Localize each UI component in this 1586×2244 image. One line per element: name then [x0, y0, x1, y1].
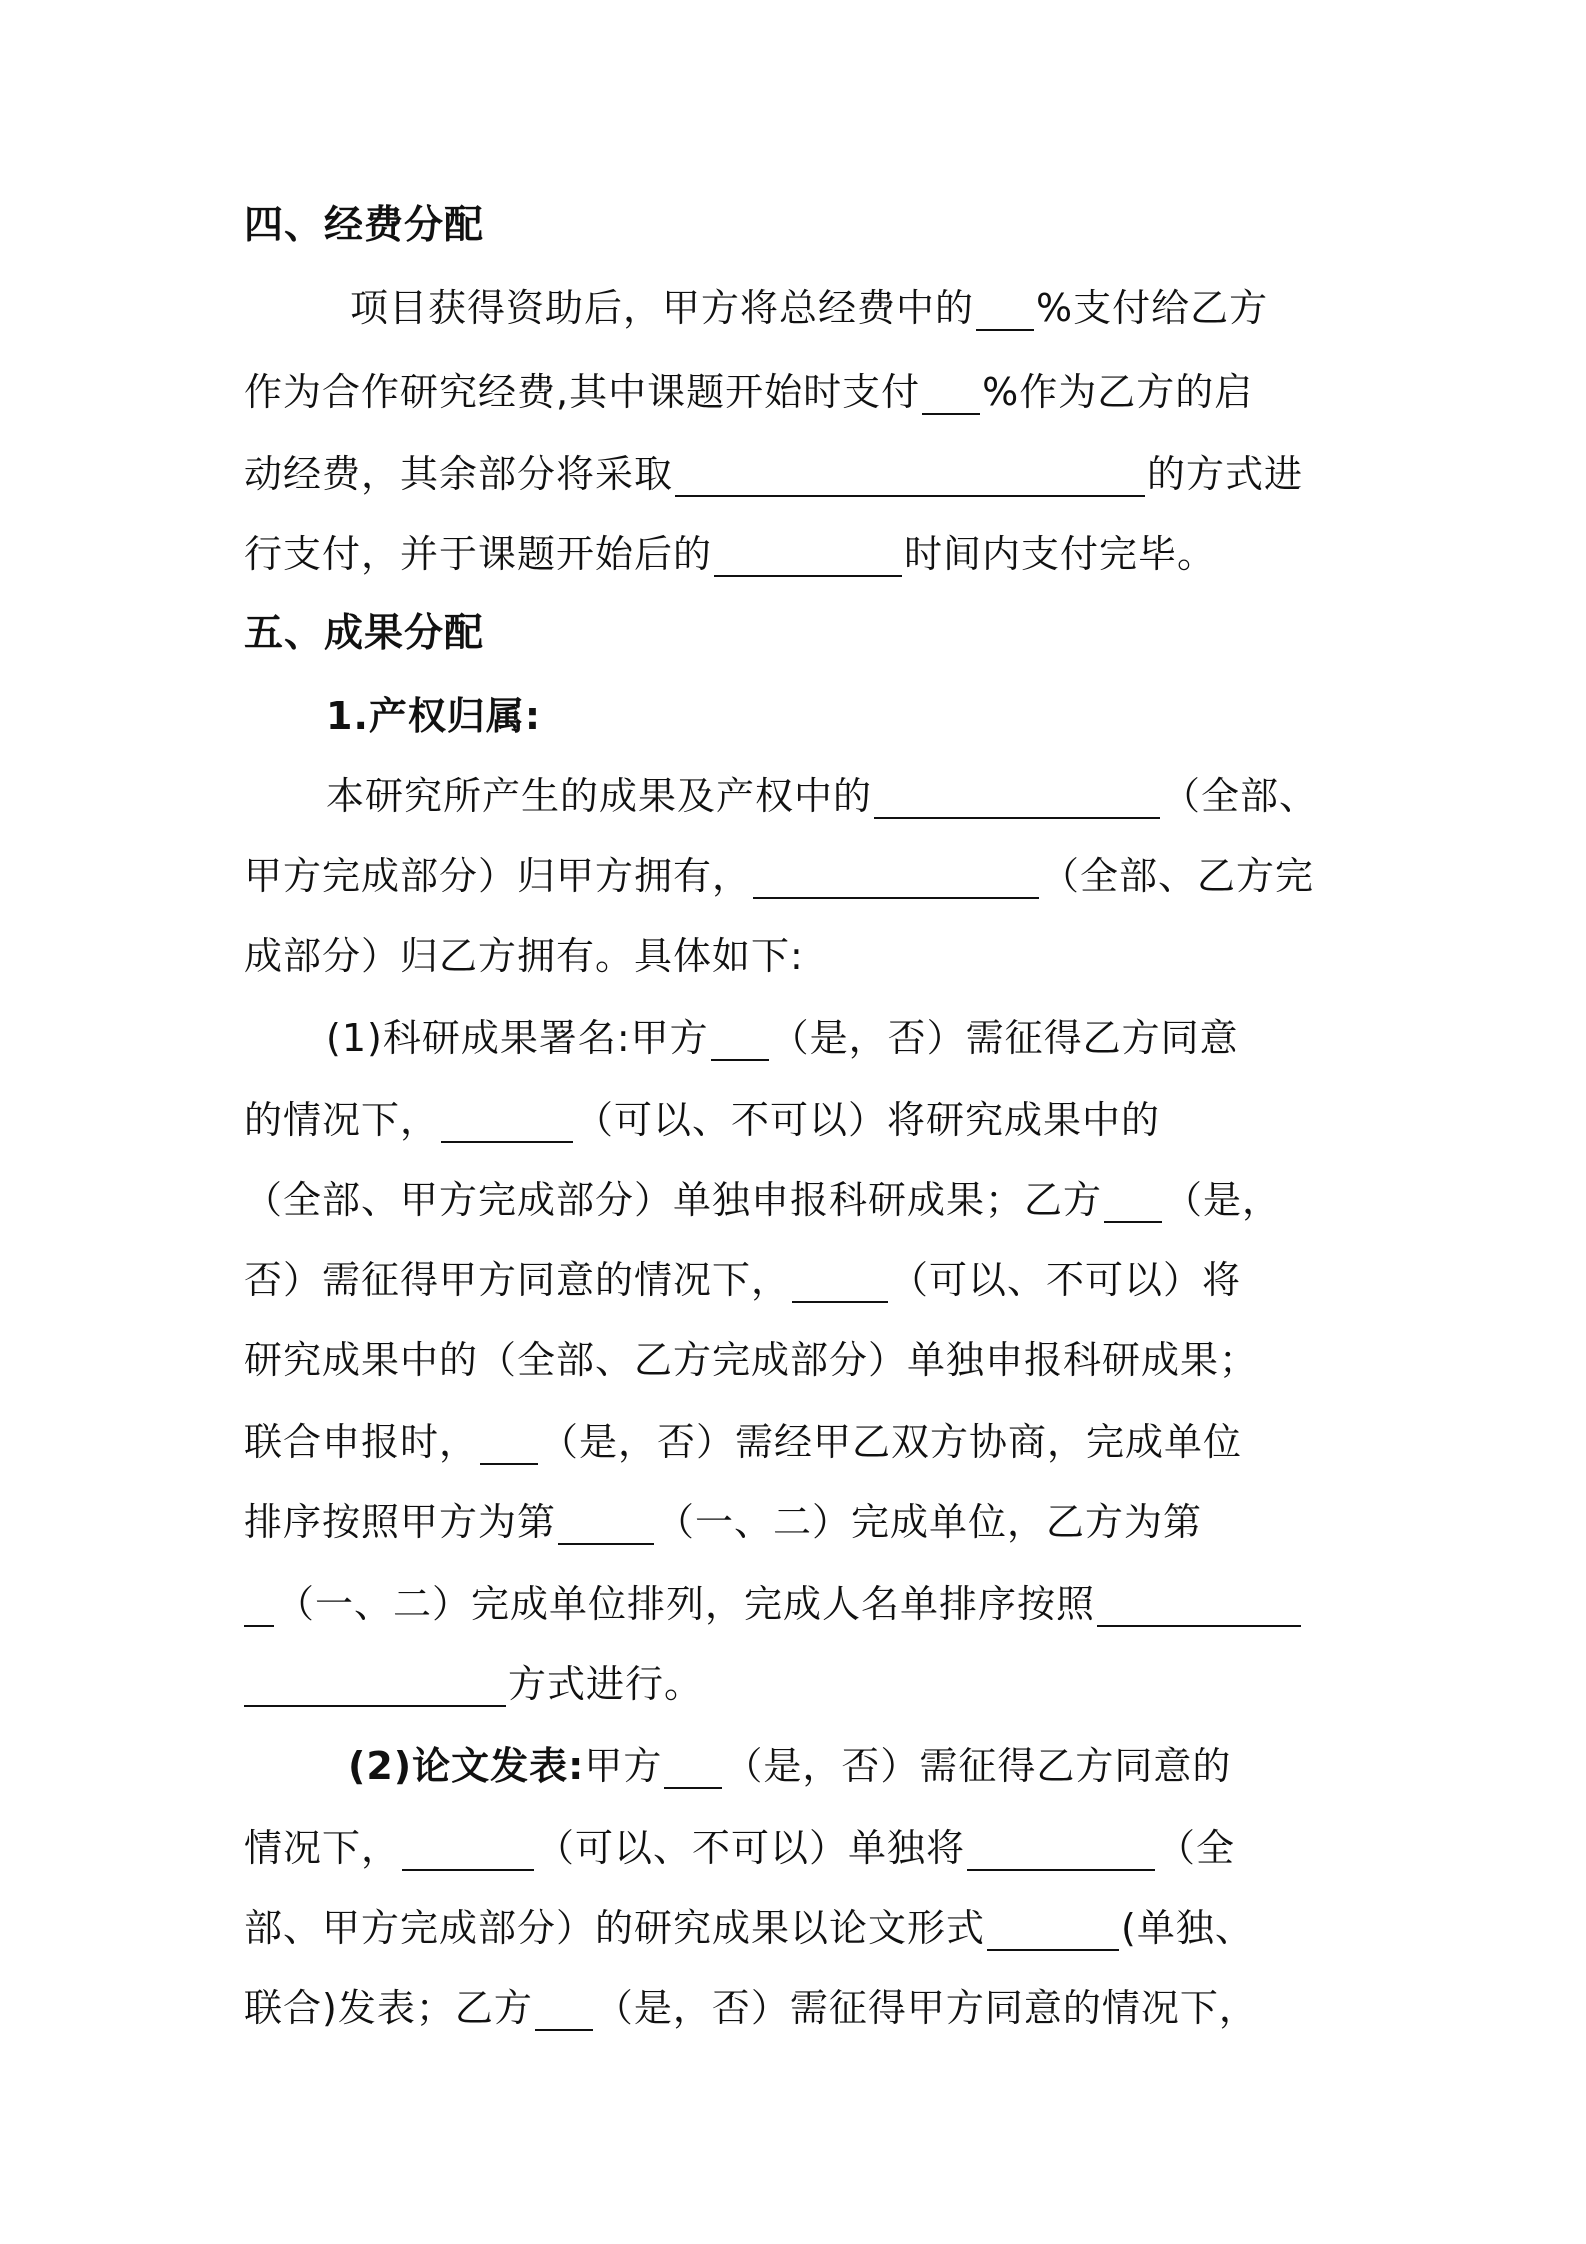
funding-paragraph-line-3: 动经费，其余部分将采取 的方式进 [244, 452, 1304, 496]
blank-author-order-method-1[interactable] [1097, 1581, 1301, 1627]
blank-pub-b-consent[interactable] [535, 1985, 593, 2031]
blank-pub-a-scope[interactable] [967, 1825, 1155, 1871]
blank-b-consent[interactable] [1104, 1177, 1162, 1223]
attribution-line-9: 方式进行。 [244, 1654, 1354, 1714]
subheading-ownership: 1.产权归属: [326, 694, 542, 738]
section-heading-results: 五、成果分配 [244, 611, 485, 656]
blank-payment-method[interactable] [675, 451, 1145, 497]
blank-party-b-ownership[interactable] [753, 853, 1039, 899]
blank-pub-form[interactable] [987, 1905, 1119, 1951]
publication-line-4: 联合)发表；乙方 （是，否）需征得甲方同意的情况下， [244, 1986, 1258, 2030]
funding-paragraph-line-4: 行支付，并于课题开始后的 时间内支付完毕。 [244, 532, 1217, 576]
funding-paragraph-line-2: 作为合作研究经费,其中课题开始时支付 %作为乙方的启 [244, 370, 1254, 414]
attribution-line-4: 否）需征得甲方同意的情况下， （可以、不可以）将 [244, 1258, 1242, 1302]
publication-line-1: (2)论文发表:甲方 （是，否）需征得乙方同意的 [348, 1744, 1232, 1788]
blank-party-a-ownership[interactable] [874, 773, 1160, 819]
blank-startup-percent[interactable] [922, 369, 980, 415]
attribution-line-2: 的情况下， （可以、不可以）将研究成果中的 [244, 1098, 1161, 1142]
blank-b-can-report[interactable] [792, 1257, 888, 1303]
blank-joint-consult[interactable] [480, 1419, 538, 1465]
attribution-line-8: （一、二）完成单位排列，完成人名单排序按照 [244, 1574, 1354, 1634]
attribution-line-5: 研究成果中的（全部、乙方完成部分）单独申报科研成果； [244, 1338, 1259, 1382]
ownership-line-2: 甲方完成部分）归甲方拥有， （全部、乙方完 [244, 854, 1315, 898]
ownership-line-3: 成部分）归乙方拥有。具体如下: [244, 934, 804, 978]
section-heading-funding: 四、经费分配 [244, 203, 485, 248]
blank-a-can-report[interactable] [441, 1097, 573, 1143]
blank-party-b-rank[interactable] [244, 1581, 274, 1627]
publication-line-2: 情况下， （可以、不可以）单独将 （全 [244, 1826, 1236, 1870]
blank-a-consent[interactable] [711, 1015, 769, 1061]
blank-total-percent[interactable] [976, 285, 1034, 331]
attribution-line-3: （全部、甲方完成部分）单独申报科研成果；乙方 （是， [244, 1178, 1282, 1222]
blank-party-a-rank[interactable] [558, 1499, 654, 1545]
blank-author-order-method-2[interactable] [244, 1661, 506, 1707]
funding-paragraph-line-1: 项目获得资助后，甲方将总经费中的 %支付给乙方 [350, 286, 1269, 330]
blank-pub-a-can-publish[interactable] [402, 1825, 534, 1871]
attribution-line-1: (1)科研成果署名:甲方 （是，否）需征得乙方同意 [326, 1016, 1239, 1060]
attribution-line-7: 排序按照甲方为第 （一、二）完成单位，乙方为第 [244, 1500, 1203, 1544]
blank-payment-period[interactable] [714, 531, 902, 577]
blank-pub-a-consent[interactable] [664, 1743, 722, 1789]
attribution-line-6: 联合申报时， （是，否）需经甲乙双方协商，完成单位 [244, 1420, 1243, 1464]
publication-line-3: 部、甲方完成部分）的研究成果以论文形式 (单独、 [244, 1906, 1254, 1950]
ownership-line-1: 本研究所产生的成果及产权中的 （全部、 [326, 774, 1319, 818]
